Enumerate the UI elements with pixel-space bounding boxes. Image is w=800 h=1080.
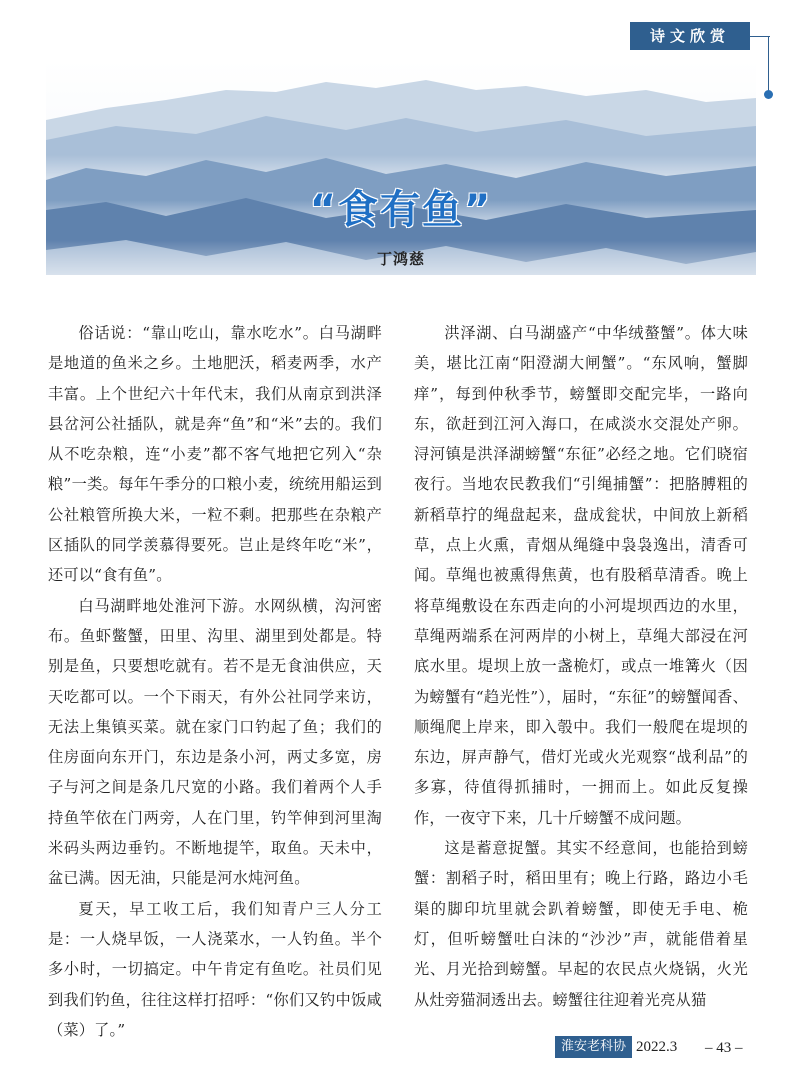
left-text-column — [48, 318, 382, 1045]
paragraph: 白马湖畔地处淮河下游。水网纵横，沟河密布。鱼虾鳖蟹，田里、沟里、湖里到处都是。特别是鱼，只要想吃就有。若不是无食油供应，天天吃都可以。一个下雨天，有外公社同学来访，无法上集镇买菜。就在家门口钓起了鱼；我们的住房面向东开门，东边是条小河，两丈多宽，房子与河之间是条几尺宽的小路。我们着两个人手持鱼竿依在门两旁，人在门里，钓竿伸到河里淘米码头两边垂钓。不断地提竿，取鱼。天未中，盆已满。因无油，只能是河水炖河鱼。 — [48, 596, 382, 888]
article-author: 丁鸿慈 — [376, 250, 425, 268]
page-number: – 43 – — [705, 1040, 743, 1056]
paragraph: 夏天，早工收工后，我们知青户三人分工是：一人烧早饭，一人浇菜水，一人钓鱼。半个多小时，一切搞定。中午肯定有鱼吃。社员们见到我们钓鱼，往往这样打招呼：“你们又钓中饭咸（菜）了。” — [48, 899, 382, 1039]
corner-dot-icon — [764, 90, 773, 99]
right-text-column — [414, 318, 748, 1015]
paragraph: 俗话说：“靠山吃山，靠水吃水”。白马湖畔是地道的鱼米之乡。土地肥沃，稻麦两季，水产丰富。上个世纪六十年代末，我们从南京到洪泽县岔河公社插队，就是奔“鱼”和“米”去的。我们从不吃杂粮，连“小麦”都不客气地把它列入“杂粮”一类。每年午季分的口粮小麦，统统用船运到公社粮管所换大米，一粒不剩。把那些在杂粮产区插队的同学羡慕得要死。岂止是终年吃“米”，还可以“食有鱼”。 — [48, 324, 382, 585]
paragraph: 洪泽湖、白马湖盛产“中华绒螯蟹”。体大味美，堪比江南“阳澄湖大闸蟹”。“东风响，蟹脚痒”，每到仲秋季节，螃蟹即交配完毕，一路向东，欲赶到江河入海口，在咸淡水交混处产卵。浔河镇是洪泽湖螃蟹“东征”必经之地。它们晓宿夜行。当地农民教我们“引绳捕蟹”：把胳膊粗的新稻草拧的绳盘起来，盘成瓮状，中间放上新稻草，点上火熏，青烟从绳缝中袅袅逸出，清香可闻。草绳也被熏得焦黄，也有股稻草清香。晚上将草绳敷设在东西走向的小河堤坝西边的水里，草绳两端系在河两岸的小树上，草绳大部浸在河底水里。堤坝上放一盏桅灯，或点一堆篝火（因为螃蟹有“趋光性”），届时，“东征”的螃蟹闻香、顺绳爬上岸来，即入彀中。我们一般爬在堤坝的东边，屏声静气，借灯光或火光观察“战利品”的多寡，待值得抓捕时，一拥而上。如此反复操作，一夜守下来，几十斤螃蟹不成问题。 — [414, 324, 748, 827]
corner-rule-horizontal — [750, 36, 770, 37]
section-label: 诗文欣赏 — [630, 22, 750, 50]
article-title: “食有鱼” — [309, 187, 493, 233]
issue-number: 2022.3 — [636, 1039, 678, 1055]
paragraph: 这是蓄意捉蟹。其实不经意间，也能拾到螃蟹：割稻子时，稻田里有；晚上行路，路边小毛渠的脚印坑里就会趴着螃蟹，即使无手电、桅灯，但听螃蟹吐白沫的“沙沙”声，就能借着星光、月光拾到螃蟹。早起的农民点火烧锅，火光从灶旁猫洞透出去。螃蟹往往迎着光亮从猫 — [414, 839, 748, 1009]
corner-rule-vertical — [768, 36, 769, 94]
publication-brand: 淮安老科协 — [555, 1036, 632, 1058]
page-footer — [555, 1036, 677, 1058]
